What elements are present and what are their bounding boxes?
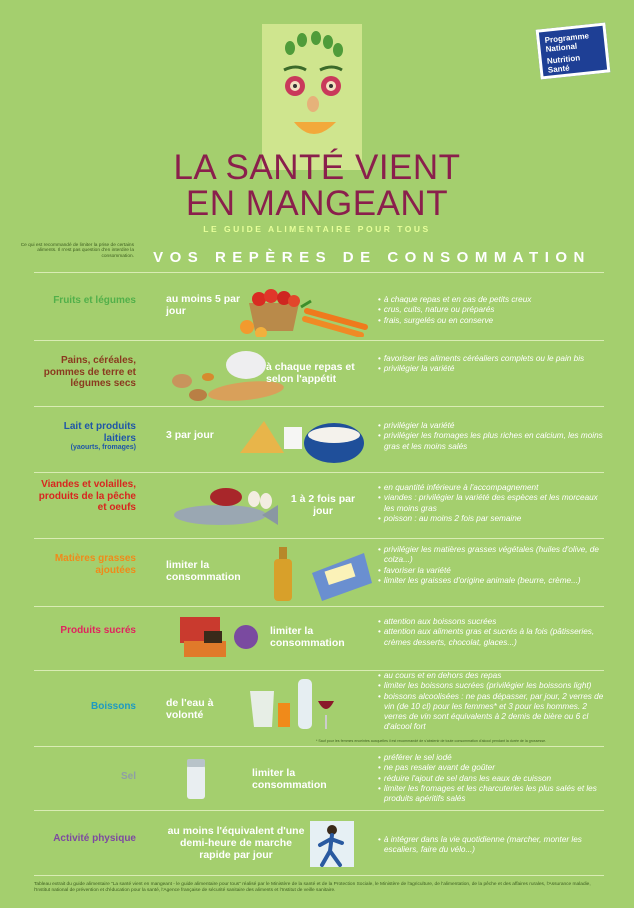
salt-shaker-image bbox=[184, 755, 208, 806]
subtitle: LE GUIDE ALIMENTAIRE POUR TOUS bbox=[203, 224, 431, 234]
category-label: Fruits et légumes bbox=[53, 295, 136, 306]
advice-list bbox=[378, 617, 604, 648]
dairy-products-image bbox=[234, 413, 374, 474]
advice-list bbox=[378, 483, 604, 524]
advice-item: • limiter les boissons sucrées (privilégier les boissons light) bbox=[378, 681, 604, 691]
pnns-badge bbox=[538, 26, 618, 90]
advice-item: • frais, surgelés ou en conserve bbox=[378, 316, 604, 326]
advice-list bbox=[378, 354, 604, 375]
advice-item: • boissons alcoolisées : ne pas dépasser, par jour, 2 verres de vin (de 10 cl) pour les femmes* et 3 pour les hommes. 2 verres de vin sont équivalents à 2 demis de bière ou 6 cl d'alcool fort bbox=[378, 692, 604, 733]
advice-list bbox=[378, 545, 604, 586]
advice-item: • favoriser la variété bbox=[378, 566, 604, 576]
frequency-label: limiter la consommation bbox=[270, 625, 345, 649]
advice-item: • privilégier la variété bbox=[378, 421, 604, 431]
badge-line-1: Programme bbox=[544, 31, 590, 45]
advice-item: • en quantité inférieure à l'accompagnement bbox=[378, 483, 604, 493]
advice-item: • privilégier les matières grasses végétales (huiles d'olive, de colza...) bbox=[378, 545, 604, 566]
advice-item: • ne pas resaler avant de goûter bbox=[378, 763, 604, 773]
badge-line-4: Santé bbox=[547, 63, 571, 75]
category-label: Matières grasses ajoutées bbox=[54, 553, 136, 576]
frequency-label: à chaque repas et selon l'appétit bbox=[266, 361, 355, 385]
advice-item: • poisson : au moins 2 fois par semaine bbox=[378, 514, 604, 524]
advice-item: • crus, cuits, nature ou préparés bbox=[378, 305, 604, 315]
advice-item: • préférer le sel iodé bbox=[378, 753, 604, 763]
row-viandes-poissons bbox=[34, 472, 604, 538]
advice-item: • à intégrer dans la vie quotidienne (marcher, monter les escaliers, faire du vélo...) bbox=[378, 835, 604, 856]
category-label: Activité physique bbox=[53, 833, 136, 844]
frequency-label: de l'eau à volonté bbox=[166, 697, 214, 721]
walking-person-image bbox=[310, 821, 354, 872]
category-label-main: Lait et produits laitiers bbox=[63, 421, 136, 444]
title-line-2: EN MANGEANT bbox=[185, 184, 449, 223]
fats-oil-image bbox=[268, 543, 378, 610]
advice-item: • limiter les fromages et les charcuteries les plus salés et les produits apéritifs salés bbox=[378, 784, 604, 805]
row-matieres-grasses bbox=[34, 538, 604, 606]
row-boissons bbox=[34, 670, 604, 746]
fruits-vegetables-image bbox=[239, 281, 369, 342]
advice-item: • attention aux aliments gras et sucrés à la fois (pâtisseries, crèmes desserts, chocolat, glaces...) bbox=[378, 627, 604, 648]
title-line-1: LA SANTÉ VIENT bbox=[173, 148, 461, 187]
advice-item: • viandes : privilégier la variété des espèces et les morceaux les moins gras bbox=[378, 493, 604, 514]
category-label: Viandes et volailles, produits de la pêche et oeufs bbox=[38, 479, 136, 513]
row-lait-produits-laitiers bbox=[34, 406, 604, 472]
advice-item: • attention aux boissons sucrées bbox=[378, 617, 604, 627]
advice-item: • à chaque repas et en cas de petits creux bbox=[378, 295, 604, 305]
frequency-label: limiter la consommation bbox=[252, 767, 327, 791]
top-note: Ce qui est recommandé de limiter la prise de certains aliments. Il n'est pas question d'en interdire la consommation. bbox=[20, 243, 134, 259]
advice-list bbox=[378, 421, 604, 452]
category-label: Produits sucrés bbox=[60, 625, 136, 636]
advice-item: • limiter les graisses d'origine animale (beurre, crème...) bbox=[378, 576, 604, 586]
category-label: Boissons bbox=[90, 701, 136, 712]
row-activite-physique bbox=[34, 810, 604, 876]
badge-line-3: Nutrition bbox=[546, 53, 581, 66]
advice-list bbox=[378, 671, 604, 733]
sweets-image bbox=[174, 611, 264, 672]
boissons-footnote: * Sauf pour les femmes enceintes auxquelles il est recommandé de s'abstenir de toute consommation d'alcool pendant la durée de la grossesse. bbox=[316, 739, 547, 743]
advice-item: • au cours et en dehors des repas bbox=[378, 671, 604, 681]
table-header: VOS REPÈRES DE CONSOMMATION bbox=[153, 249, 591, 266]
row-fruits-legumes bbox=[34, 272, 604, 340]
frequency-label: 1 à 2 fois par jour bbox=[290, 493, 356, 517]
advice-item: • favoriser les aliments céréaliers complets ou le pain bis bbox=[378, 354, 604, 364]
drinks-image bbox=[244, 677, 370, 742]
frequency-label: limiter la consommation bbox=[166, 559, 241, 583]
meat-fish-image bbox=[170, 481, 280, 538]
advice-item: • réduire l'ajout de sel dans les eaux de cuisson bbox=[378, 774, 604, 784]
row-produits-sucres bbox=[34, 606, 604, 670]
category-label: Sel bbox=[120, 771, 136, 782]
category-label-sub: (yaourts, fromages) bbox=[70, 444, 136, 451]
row-pains-cereales bbox=[34, 340, 604, 406]
advice-list bbox=[378, 295, 604, 326]
advice-item: • privilégier la variété bbox=[378, 364, 604, 374]
advice-list bbox=[378, 753, 604, 804]
frequency-label: au moins 5 par jour bbox=[166, 293, 241, 317]
badge-line-2: National bbox=[545, 41, 578, 54]
category-label bbox=[34, 421, 136, 452]
row-sel bbox=[34, 746, 604, 810]
category-label: Pains, céréales, pommes de terre et légumes secs bbox=[43, 355, 136, 389]
footer-credits: Tableau extrait du guide alimentaire "La santé vient en mangeant - le guide alimentaire pour tous" réalisé par le Ministère de la santé et de la Protection Sociale, le Ministère de l'agriculture, de l'alimentation, de la pêche et des affaires rurales, l'Assurance maladie, l'Institut national de prévention et d'éducation pour la santé, l'Agence française de sécurité sanitaire des aliments et l'Institut de veille sanitaire. bbox=[34, 882, 591, 893]
frequency-label: au moins l'équivalent d'une demi-heure de marche rapide par jour bbox=[167, 825, 305, 861]
frequency-label: 3 par jour bbox=[166, 429, 214, 441]
advice-item: • privilégier les fromages les plus riches en calcium, les moins gras et les moins salés bbox=[378, 431, 604, 452]
advice-list bbox=[378, 835, 604, 856]
